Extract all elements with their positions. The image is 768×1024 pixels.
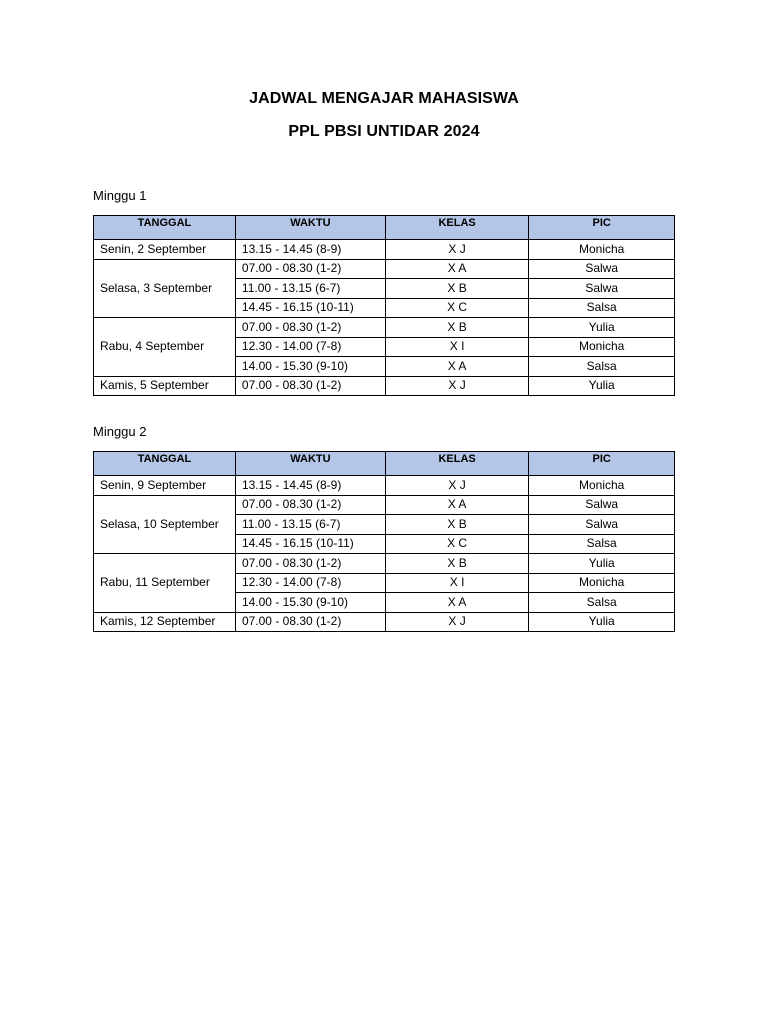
pic-cell: Salwa <box>529 259 675 279</box>
date-cell: Senin, 2 September <box>94 240 236 260</box>
table-row <box>94 240 675 260</box>
week-2-table-body <box>94 476 675 632</box>
class-cell: X I <box>385 573 529 593</box>
pic-cell: Salsa <box>529 534 675 554</box>
date-cell: Rabu, 11 September <box>94 554 236 613</box>
table-row <box>94 318 675 338</box>
document-title: JADWAL MENGAJAR MAHASISWA <box>249 90 519 107</box>
table-header-row <box>94 452 675 476</box>
table-row <box>94 554 675 574</box>
time-cell: 07.00 - 08.30 (1-2) <box>235 612 385 632</box>
time-cell: 13.15 - 14.45 (8-9) <box>235 240 385 260</box>
time-cell: 12.30 - 14.00 (7-8) <box>235 337 385 357</box>
date-cell: Kamis, 12 September <box>94 612 236 632</box>
header-tanggal: TANGGAL <box>94 452 236 476</box>
table-row <box>94 376 675 396</box>
pic-cell: Salwa <box>529 279 675 299</box>
time-cell: 07.00 - 08.30 (1-2) <box>235 259 385 279</box>
pic-cell: Monicha <box>529 573 675 593</box>
table-row <box>94 476 675 496</box>
time-cell: 14.45 - 16.15 (10-11) <box>235 534 385 554</box>
week-1-table-body <box>94 240 675 396</box>
time-cell: 07.00 - 08.30 (1-2) <box>235 376 385 396</box>
time-cell: 07.00 - 08.30 (1-2) <box>235 554 385 574</box>
class-cell: X J <box>385 376 529 396</box>
class-cell: X J <box>385 476 529 496</box>
class-cell: X B <box>385 318 529 338</box>
header-waktu: WAKTU <box>235 452 385 476</box>
pic-cell: Yulia <box>529 612 675 632</box>
time-cell: 14.00 - 15.30 (9-10) <box>235 357 385 377</box>
week-1-label: Minggu 1 <box>93 188 147 203</box>
time-cell: 11.00 - 13.15 (6-7) <box>235 515 385 535</box>
class-cell: X A <box>385 357 529 377</box>
date-cell: Senin, 9 September <box>94 476 236 496</box>
class-cell: X C <box>385 534 529 554</box>
table-row <box>94 612 675 632</box>
time-cell: 11.00 - 13.15 (6-7) <box>235 279 385 299</box>
class-cell: X B <box>385 279 529 299</box>
class-cell: X B <box>385 554 529 574</box>
class-cell: X J <box>385 240 529 260</box>
week-2-label: Minggu 2 <box>93 424 147 439</box>
pic-cell: Salsa <box>529 593 675 613</box>
pic-cell: Salsa <box>529 298 675 318</box>
pic-cell: Yulia <box>529 318 675 338</box>
header-waktu: WAKTU <box>235 216 385 240</box>
class-cell: X B <box>385 515 529 535</box>
time-cell: 14.45 - 16.15 (10-11) <box>235 298 385 318</box>
date-cell: Rabu, 4 September <box>94 318 236 377</box>
document-subtitle: PPL PBSI UNTIDAR 2024 <box>288 123 480 140</box>
table-row <box>94 259 675 279</box>
week-2-schedule-table <box>93 451 675 632</box>
time-cell: 13.15 - 14.45 (8-9) <box>235 476 385 496</box>
pic-cell: Monicha <box>529 337 675 357</box>
header-kelas: KELAS <box>385 452 529 476</box>
class-cell: X A <box>385 593 529 613</box>
table-header-row <box>94 216 675 240</box>
pic-cell: Monicha <box>529 476 675 496</box>
pic-cell: Salsa <box>529 357 675 377</box>
pic-cell: Salwa <box>529 495 675 515</box>
table-row <box>94 495 675 515</box>
time-cell: 07.00 - 08.30 (1-2) <box>235 495 385 515</box>
date-cell: Kamis, 5 September <box>94 376 236 396</box>
pic-cell: Yulia <box>529 554 675 574</box>
time-cell: 14.00 - 15.30 (9-10) <box>235 593 385 613</box>
pic-cell: Yulia <box>529 376 675 396</box>
header-kelas: KELAS <box>385 216 529 240</box>
time-cell: 12.30 - 14.00 (7-8) <box>235 573 385 593</box>
date-cell: Selasa, 3 September <box>94 259 236 318</box>
time-cell: 07.00 - 08.30 (1-2) <box>235 318 385 338</box>
class-cell: X J <box>385 612 529 632</box>
date-cell: Selasa, 10 September <box>94 495 236 554</box>
header-tanggal: TANGGAL <box>94 216 236 240</box>
class-cell: X I <box>385 337 529 357</box>
pic-cell: Monicha <box>529 240 675 260</box>
header-pic: PIC <box>529 216 675 240</box>
class-cell: X C <box>385 298 529 318</box>
class-cell: X A <box>385 259 529 279</box>
header-pic: PIC <box>529 452 675 476</box>
class-cell: X A <box>385 495 529 515</box>
week-1-schedule-table <box>93 215 675 396</box>
pic-cell: Salwa <box>529 515 675 535</box>
